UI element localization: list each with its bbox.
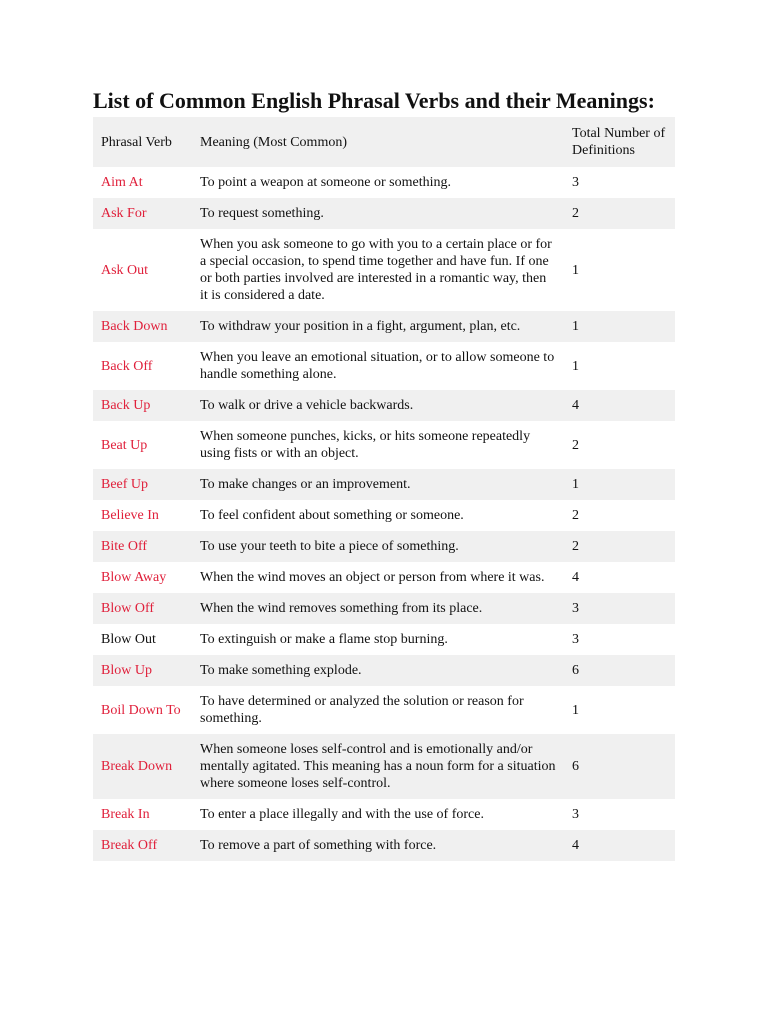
table-header-row — [93, 117, 675, 167]
table-row — [93, 624, 675, 655]
table-row — [93, 167, 675, 198]
table-row — [93, 390, 675, 421]
table-body — [93, 167, 675, 861]
page-title: List of Common English Phrasal Verbs and their Meanings: — [93, 88, 655, 113]
definition-count-cell: 2 — [564, 421, 675, 469]
definition-count-cell: 3 — [564, 624, 675, 655]
phrasal-verb-link[interactable]: Blow Away — [93, 562, 192, 593]
table-row — [93, 686, 675, 734]
meaning-cell: To feel confident about something or someone. — [192, 500, 564, 531]
table-row — [93, 593, 675, 624]
phrasal-verb-text: Blow Out — [93, 624, 192, 655]
table-row — [93, 799, 675, 830]
definition-count-cell: 3 — [564, 167, 675, 198]
definition-count-cell: 1 — [564, 469, 675, 500]
definition-count-cell: 2 — [564, 531, 675, 562]
meaning-cell: To have determined or analyzed the solution or reason for something. — [192, 686, 564, 734]
table-row — [93, 531, 675, 562]
meaning-cell: To walk or drive a vehicle backwards. — [192, 390, 564, 421]
meaning-cell: When the wind removes something from its place. — [192, 593, 564, 624]
phrasal-verb-link[interactable]: Blow Up — [93, 655, 192, 686]
definition-count-cell: 2 — [564, 500, 675, 531]
table-row — [93, 500, 675, 531]
document-page — [93, 88, 675, 861]
meaning-cell: To remove a part of something with force. — [192, 830, 564, 861]
table-row — [93, 562, 675, 593]
definition-count-cell: 3 — [564, 593, 675, 624]
phrasal-verb-link[interactable]: Back Off — [93, 342, 192, 390]
phrasal-verb-link[interactable]: Boil Down To — [93, 686, 192, 734]
phrasal-verb-link[interactable]: Bite Off — [93, 531, 192, 562]
meaning-cell: To make changes or an improvement. — [192, 469, 564, 500]
definition-count-cell: 1 — [564, 686, 675, 734]
meaning-cell: To point a weapon at someone or something. — [192, 167, 564, 198]
meaning-cell: To extinguish or make a flame stop burning. — [192, 624, 564, 655]
definition-count-cell: 4 — [564, 390, 675, 421]
meaning-cell: When you leave an emotional situation, or to allow someone to handle something alone. — [192, 342, 564, 390]
phrasal-verb-link[interactable]: Break Down — [93, 734, 192, 799]
meaning-cell: To enter a place illegally and with the use of force. — [192, 799, 564, 830]
phrasal-verb-link[interactable]: Break Off — [93, 830, 192, 861]
phrasal-verb-link[interactable]: Ask For — [93, 198, 192, 229]
phrasal-verb-link[interactable]: Beat Up — [93, 421, 192, 469]
header-meaning: Meaning (Most Common) — [192, 117, 564, 167]
meaning-cell: To use your teeth to bite a piece of something. — [192, 531, 564, 562]
table-row — [93, 342, 675, 390]
meaning-cell: To request something. — [192, 198, 564, 229]
definition-count-cell: 2 — [564, 198, 675, 229]
table-row — [93, 229, 675, 311]
phrasal-verb-link[interactable]: Back Down — [93, 311, 192, 342]
phrasal-verb-link[interactable]: Back Up — [93, 390, 192, 421]
definition-count-cell: 1 — [564, 229, 675, 311]
definition-count-cell: 6 — [564, 655, 675, 686]
definition-count-cell: 1 — [564, 342, 675, 390]
table-row — [93, 198, 675, 229]
table-row — [93, 655, 675, 686]
meaning-cell: When the wind moves an object or person from where it was. — [192, 562, 564, 593]
phrasal-verb-link[interactable]: Aim At — [93, 167, 192, 198]
definition-count-cell: 3 — [564, 799, 675, 830]
table-row — [93, 734, 675, 799]
phrasal-verb-link[interactable]: Beef Up — [93, 469, 192, 500]
meaning-cell: When someone punches, kicks, or hits someone repeatedly using fists or with an object. — [192, 421, 564, 469]
table-row — [93, 469, 675, 500]
definition-count-cell: 4 — [564, 830, 675, 861]
phrasal-verb-link[interactable]: Believe In — [93, 500, 192, 531]
header-definition-count: Total Number of Definitions — [564, 117, 675, 167]
table-row — [93, 421, 675, 469]
meaning-cell: When you ask someone to go with you to a certain place or for a special occasion, to spend time together and have fun. If one or both parties involved are interested in a romantic way, then it is considered a date. — [192, 229, 564, 311]
phrasal-verb-link[interactable]: Blow Off — [93, 593, 192, 624]
definition-count-cell: 1 — [564, 311, 675, 342]
definition-count-cell: 6 — [564, 734, 675, 799]
meaning-cell: To withdraw your position in a fight, argument, plan, etc. — [192, 311, 564, 342]
table-row — [93, 830, 675, 861]
meaning-cell: To make something explode. — [192, 655, 564, 686]
phrasal-verbs-table — [93, 117, 675, 861]
phrasal-verb-link[interactable]: Ask Out — [93, 229, 192, 311]
header-phrasal-verb: Phrasal Verb — [93, 117, 192, 167]
table-row — [93, 311, 675, 342]
phrasal-verb-link[interactable]: Break In — [93, 799, 192, 830]
meaning-cell: When someone loses self-control and is emotionally and/or mentally agitated. This meaning has a noun form for a situation where someone loses self-control. — [192, 734, 564, 799]
definition-count-cell: 4 — [564, 562, 675, 593]
